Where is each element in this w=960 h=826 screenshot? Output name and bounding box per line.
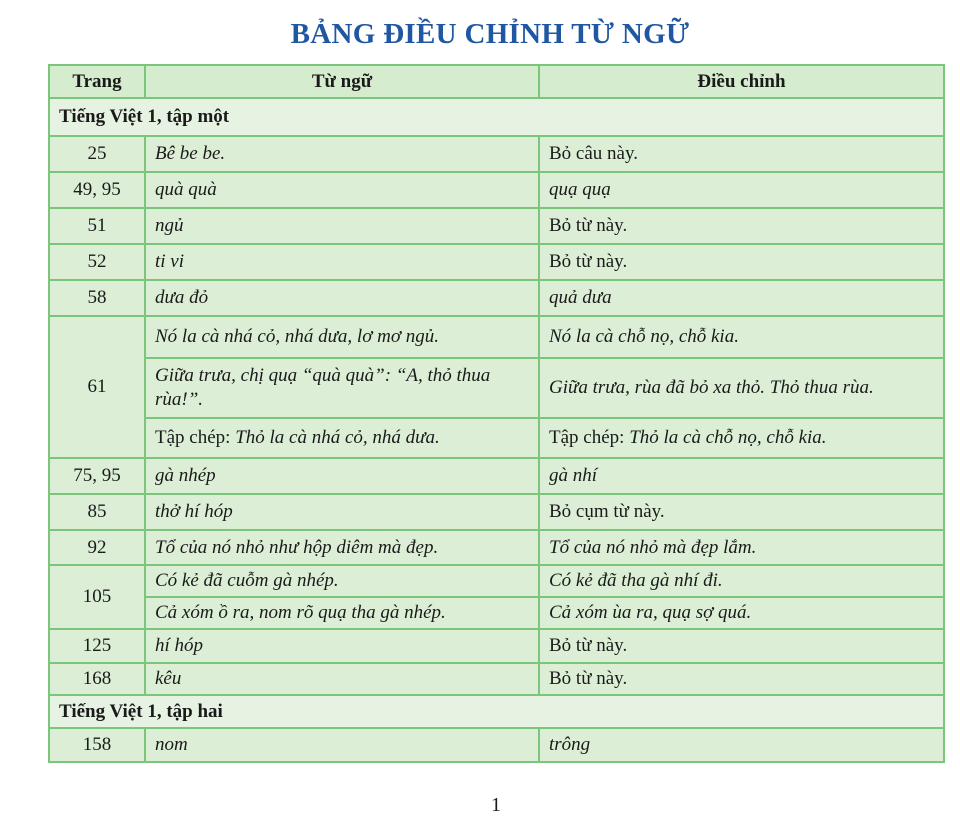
page-cell: 52 xyxy=(49,244,145,280)
adjust-cell: quả dưa xyxy=(539,280,944,316)
word-cell: Bê be be. xyxy=(145,136,539,172)
table-row xyxy=(49,458,944,494)
adjustment-table xyxy=(48,64,945,763)
word-text: Thỏ la cà nhá cỏ, nhá dưa. xyxy=(235,427,440,448)
word-cell: dưa đỏ xyxy=(145,280,539,316)
page-cell: 58 xyxy=(49,280,145,316)
page-cell: 25 xyxy=(49,136,145,172)
word-cell: Tổ của nó nhỏ như hộp diêm mà đẹp. xyxy=(145,530,539,565)
page-cell: 49, 95 xyxy=(49,172,145,208)
table-row xyxy=(49,494,944,530)
word-prefix: Tập chép: xyxy=(155,427,236,448)
section-row xyxy=(49,695,944,728)
header-adjust: Điều chỉnh xyxy=(539,65,944,98)
adjust-cell: Bỏ cụm từ này. xyxy=(539,494,944,530)
table-row xyxy=(49,280,944,316)
header-page: Trang xyxy=(49,65,145,98)
page-cell: 158 xyxy=(49,728,145,762)
page-cell: 92 xyxy=(49,530,145,565)
word-cell: ngủ xyxy=(145,208,539,244)
adjust-cell: Cả xóm ùa ra, quạ sợ quá. xyxy=(539,597,944,629)
table-header-row xyxy=(49,65,944,98)
table-row xyxy=(49,244,944,280)
adjust-cell: Có kẻ đã tha gà nhí đi. xyxy=(539,565,944,597)
adjust-cell: Tổ của nó nhỏ mà đẹp lắm. xyxy=(539,530,944,565)
table-row xyxy=(49,316,944,358)
word-cell: ti vi xyxy=(145,244,539,280)
adjust-cell: quạ quạ xyxy=(539,172,944,208)
section-title: Tiếng Việt 1, tập một xyxy=(49,98,944,136)
word-cell: hí hóp xyxy=(145,629,539,663)
adjust-cell: Bỏ từ này. xyxy=(539,663,944,695)
word-cell: kêu xyxy=(145,663,539,695)
word-cell: Có kẻ đã cuỗm gà nhép. xyxy=(145,565,539,597)
word-cell xyxy=(145,418,539,458)
table-row xyxy=(49,663,944,695)
page-cell: 85 xyxy=(49,494,145,530)
page-cell: 105 xyxy=(49,565,145,629)
section-title: Tiếng Việt 1, tập hai xyxy=(49,695,944,728)
table-row xyxy=(49,208,944,244)
word-cell: Giữa trưa, chị quạ “quà quà”: “A, thỏ thua rùa!”. xyxy=(145,358,539,418)
page-cell: 125 xyxy=(49,629,145,663)
table-row xyxy=(49,597,944,629)
page-cell: 61 xyxy=(49,316,145,458)
adjust-text: Thỏ la cà chỗ nọ, chỗ kia. xyxy=(629,427,827,448)
page-cell: 75, 95 xyxy=(49,458,145,494)
word-cell: Nó la cà nhá cỏ, nhá dưa, lơ mơ ngủ. xyxy=(145,316,539,358)
table-row xyxy=(49,530,944,565)
word-cell: thở hí hóp xyxy=(145,494,539,530)
adjust-prefix: Tập chép: xyxy=(549,427,630,448)
table-row xyxy=(49,418,944,458)
table-row xyxy=(49,172,944,208)
word-cell: gà nhép xyxy=(145,458,539,494)
page-cell: 168 xyxy=(49,663,145,695)
adjust-cell: Giữa trưa, rùa đã bỏ xa thỏ. Thỏ thua rùa. xyxy=(539,358,944,418)
section-row xyxy=(49,98,944,136)
table-row xyxy=(49,629,944,663)
adjust-cell: Nó la cà chỗ nọ, chỗ kia. xyxy=(539,316,944,358)
adjust-cell: gà nhí xyxy=(539,458,944,494)
page-cell: 51 xyxy=(49,208,145,244)
page-title: BẢNG ĐIỀU CHỈNH TỪ NGỮ xyxy=(290,18,690,50)
table-row xyxy=(49,565,944,597)
adjust-cell: trông xyxy=(539,728,944,762)
table-row xyxy=(49,358,944,418)
word-cell: quà quà xyxy=(145,172,539,208)
header-word: Từ ngữ xyxy=(145,65,539,98)
adjust-cell: Bỏ từ này. xyxy=(539,244,944,280)
word-cell: nom xyxy=(145,728,539,762)
word-cell: Cả xóm ồ ra, nom rõ quạ tha gà nhép. xyxy=(145,597,539,629)
page-number: 1 xyxy=(491,794,501,816)
table-row xyxy=(49,728,944,762)
adjust-cell: Bỏ từ này. xyxy=(539,208,944,244)
table-row xyxy=(49,136,944,172)
adjust-cell: Bỏ từ này. xyxy=(539,629,944,663)
adjust-cell xyxy=(539,418,944,458)
adjust-cell: Bỏ câu này. xyxy=(539,136,944,172)
